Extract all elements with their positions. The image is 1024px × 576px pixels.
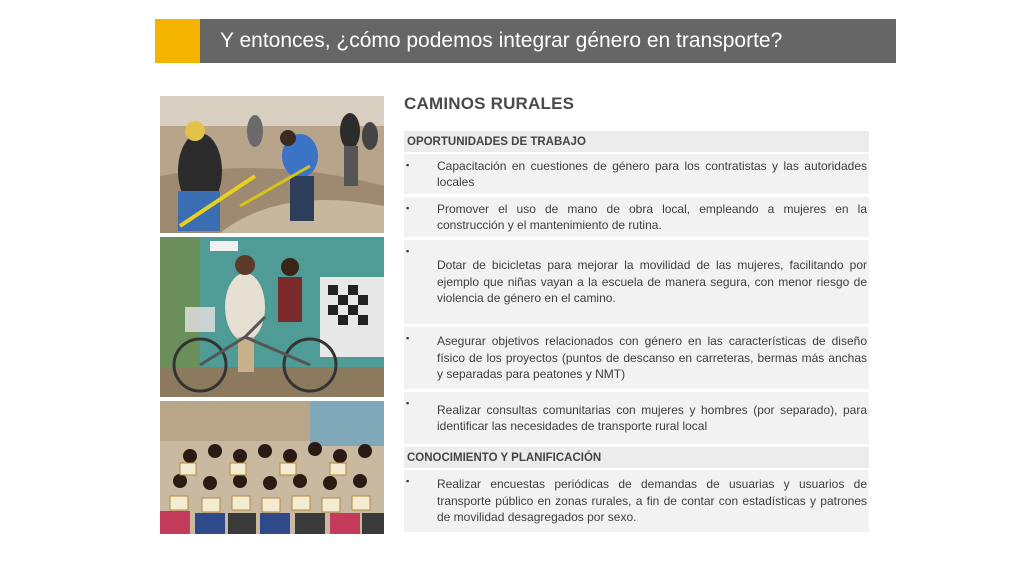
list-item bbox=[404, 470, 869, 532]
bullet-icon: ▪ bbox=[406, 476, 410, 486]
header-accent-block bbox=[155, 19, 200, 63]
list-item-text: Asegurar objetivos relacionados con género en las características de diseño físico de los proyectos (puntos de descanso en carreteras, bermas más anchas y separadas para peatones y NMT) bbox=[437, 334, 867, 382]
photo-group-certificates bbox=[160, 401, 384, 534]
list-item-text: Promover el uso de mano de obra local, empleando a mujeres en la construcción y el mantenimiento de rutina. bbox=[437, 201, 867, 232]
list-item bbox=[404, 327, 869, 389]
bullet-icon: ▪ bbox=[406, 398, 410, 408]
list-item-text: Dotar de bicicletas para mejorar la movilidad de las mujeres, facilitando por ejemplo que niñas vayan a la escuela de manera segura, con menor riesgo de violencia de género en el camino. bbox=[437, 258, 867, 306]
content-list bbox=[404, 131, 869, 535]
bullet-icon: ▪ bbox=[406, 203, 410, 213]
bullet-icon: ▪ bbox=[406, 160, 410, 170]
list-item bbox=[404, 197, 869, 237]
photo-woman-bicycle bbox=[160, 237, 384, 397]
bullet-icon: ▪ bbox=[406, 333, 410, 343]
section-title: CAMINOS RURALES bbox=[404, 94, 575, 113]
list-item-text: Realizar encuestas periódicas de demandas de usuarias y usuarios de transporte público en zonas rurales, a fin de contar con estadísticas y patrones de movilidad desagregados por sexo. bbox=[437, 477, 867, 525]
bullet-icon: ▪ bbox=[406, 246, 410, 256]
group-heading-knowledge-planning: CONOCIMIENTO Y PLANIFICACIÓN bbox=[404, 447, 869, 468]
slide-title: Y entonces, ¿cómo podemos integrar género en transporte? bbox=[220, 29, 783, 52]
list-item bbox=[404, 240, 869, 324]
photo-road-workers bbox=[160, 96, 384, 233]
group-heading-work-opportunities: OPORTUNIDADES DE TRABAJO bbox=[404, 131, 869, 152]
list-item-text: Realizar consultas comunitarias con mujeres y hombres (por separado), para identificar las necesidades de transporte rural local bbox=[437, 402, 867, 433]
list-item bbox=[404, 154, 869, 194]
list-item bbox=[404, 392, 869, 444]
list-item-text: Capacitación en cuestiones de género para los contratistas y las autoridades locales bbox=[437, 158, 867, 189]
photo-column bbox=[160, 96, 384, 538]
header-bar bbox=[200, 19, 896, 63]
